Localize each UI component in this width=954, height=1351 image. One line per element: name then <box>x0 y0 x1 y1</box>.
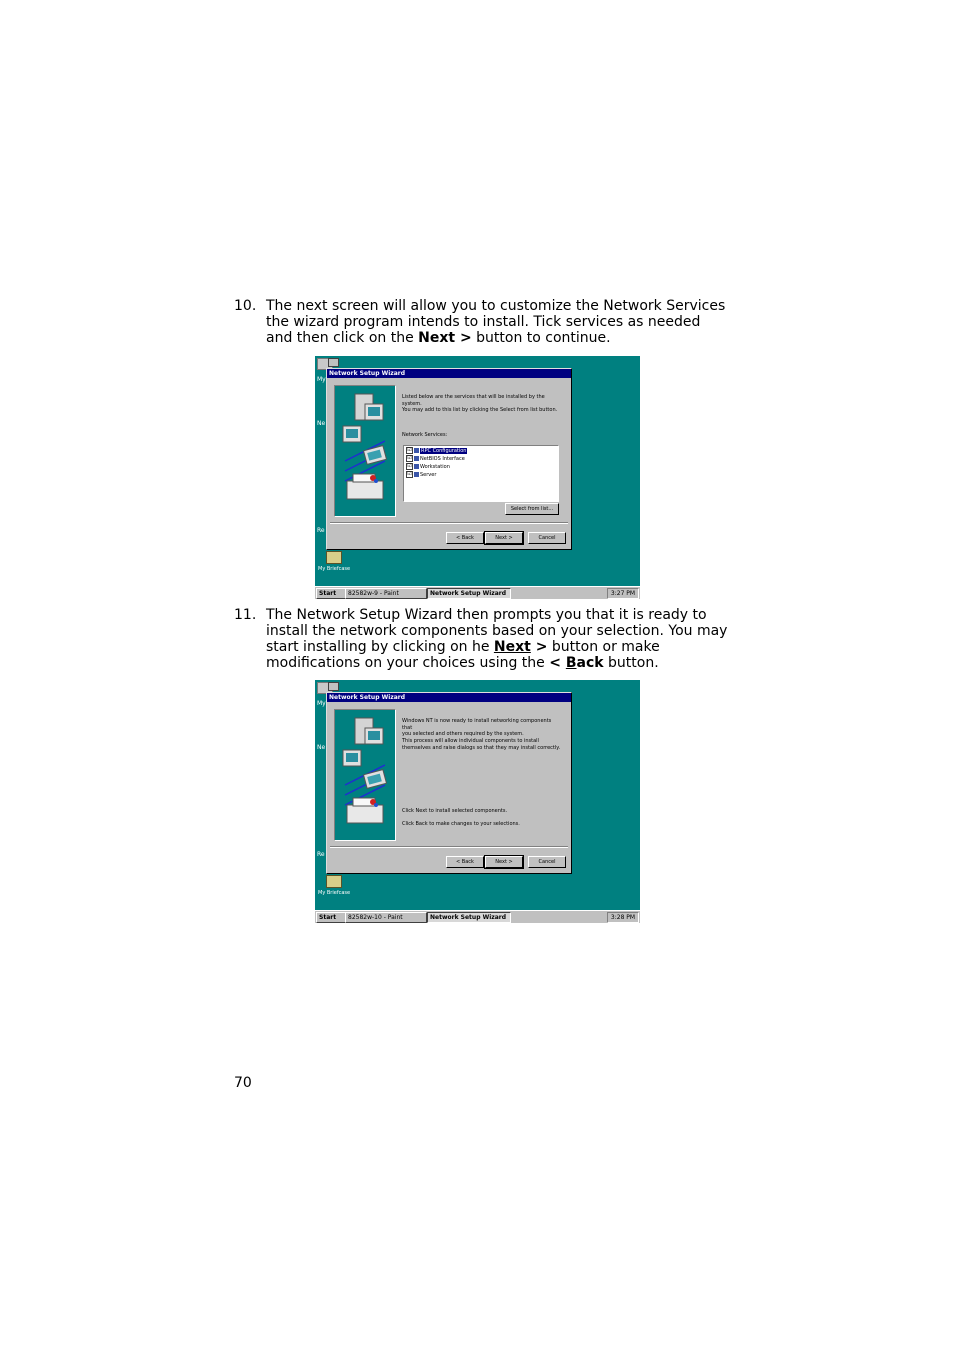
intro-line: You may add to this list by clicking the Select from list button. <box>402 407 558 413</box>
service-icon <box>414 456 419 461</box>
next-button[interactable]: Next > <box>485 856 523 868</box>
desktop-label: My <box>317 700 326 707</box>
back-button-ref: < <box>549 655 566 671</box>
process-line: themselves and raise dialogs so that they may install correctly. <box>402 744 561 751</box>
step-number: 10. <box>234 298 257 314</box>
intro-text <box>402 394 562 414</box>
screenshot-network-services <box>315 356 640 599</box>
desktop-label: Re <box>317 527 325 534</box>
list-item[interactable] <box>406 471 436 479</box>
taskbar-paint[interactable]: 82582w-10 - Paint <box>345 912 427 923</box>
checkbox[interactable]: ☑ <box>407 455 412 461</box>
desktop-label: Re <box>317 851 325 858</box>
ready-line: you selected and others required by the system. <box>402 731 524 737</box>
screenshot-ready-to-install <box>315 680 640 923</box>
network-services-list[interactable] <box>403 445 559 502</box>
step-line: and then click on the <box>266 330 419 346</box>
step-line: install the network components based on your selection. You may <box>266 623 728 639</box>
service-icon <box>414 448 419 453</box>
taskbar-clock: 3:27 PM <box>607 588 639 599</box>
select-from-list-button[interactable]: Select from list... <box>505 503 559 515</box>
service-label: Server <box>420 472 437 478</box>
click-back-text: Click Back to make changes to your selections. <box>402 821 520 827</box>
page-number: 70 <box>234 1075 252 1091</box>
list-item[interactable] <box>406 455 465 463</box>
desktop-label: Ne <box>317 420 326 427</box>
system-menu-icon[interactable] <box>328 682 339 691</box>
process-line: This process will allow individual components to install <box>402 738 539 744</box>
checkbox[interactable]: ☑ <box>407 463 412 469</box>
service-icon <box>414 464 419 469</box>
step-line: the wizard program intends to install. Tick services as needed <box>266 314 701 330</box>
dialog-title: Network Setup Wizard <box>327 369 571 378</box>
taskbar <box>315 910 640 923</box>
desktop-label: Ne <box>317 744 326 751</box>
ready-line: Windows NT is now ready to install networking components that <box>402 718 552 731</box>
taskbar <box>315 586 640 599</box>
taskbar-clock: 3:28 PM <box>607 912 639 923</box>
briefcase-label: My Briefcase <box>318 890 351 896</box>
taskbar-network-setup-wizard[interactable]: Network Setup Wizard <box>427 588 511 599</box>
service-icon <box>414 472 419 477</box>
dialog-divider <box>330 846 568 848</box>
next-button-ref: > <box>530 639 548 655</box>
step-line: start installing by clicking on he <box>266 639 494 655</box>
checkbox[interactable]: ☑ <box>407 447 412 453</box>
step-number: 11. <box>234 607 257 623</box>
briefcase-icon[interactable] <box>326 551 342 564</box>
service-label: NetBIOS Interface <box>420 456 465 462</box>
network-illustration <box>334 709 396 841</box>
next-button[interactable]: Next > <box>485 532 523 544</box>
taskbar-paint[interactable]: 82582w-9 - Paint <box>345 588 427 599</box>
briefcase-icon[interactable] <box>326 875 342 888</box>
click-next-text: Click Next to install selected components. <box>402 808 508 814</box>
step-line: button or make <box>547 639 660 655</box>
intro-line: Listed below are the services that will be installed by the system. <box>402 394 545 407</box>
step-line: The next screen will allow you to customize the Network Services <box>266 298 726 314</box>
system-menu-icon[interactable] <box>328 358 339 367</box>
list-item[interactable] <box>406 447 467 455</box>
network-services-label: Network Services: <box>402 432 448 438</box>
checkbox[interactable]: ☑ <box>407 471 412 477</box>
network-setup-wizard-dialog <box>326 368 572 550</box>
ready-text <box>402 718 562 738</box>
list-item[interactable] <box>406 463 450 471</box>
service-label: Workstation <box>420 464 450 470</box>
back-button[interactable]: < Back <box>446 856 484 868</box>
network-illustration <box>334 385 396 517</box>
step-text <box>266 298 736 346</box>
step-text <box>266 607 736 671</box>
briefcase-label: My Briefcase <box>318 566 351 572</box>
cancel-button[interactable]: Cancel <box>528 532 566 544</box>
step-line: modifications on your choices using the <box>266 655 550 671</box>
dialog-title: Network Setup Wizard <box>327 693 571 702</box>
service-label: RPC Configuration <box>421 448 467 454</box>
dialog-divider <box>330 522 568 524</box>
start-button[interactable]: Start <box>316 912 346 923</box>
desktop-label: My <box>317 376 326 383</box>
step-line: button to continue. <box>471 330 611 346</box>
next-button-ref: Next > <box>418 330 472 346</box>
process-text <box>402 738 562 751</box>
step-line: button. <box>603 655 659 671</box>
taskbar-network-setup-wizard[interactable]: Network Setup Wizard <box>427 912 511 923</box>
cancel-button[interactable]: Cancel <box>528 856 566 868</box>
next-button-ref: Next <box>493 639 531 655</box>
start-button[interactable]: Start <box>316 588 346 599</box>
back-button-ref: B <box>565 655 577 671</box>
network-setup-wizard-dialog <box>326 692 572 874</box>
back-button[interactable]: < Back <box>446 532 484 544</box>
back-button-ref: ack <box>576 655 604 671</box>
step-line: The Network Setup Wizard then prompts you that it is ready to <box>266 607 707 623</box>
